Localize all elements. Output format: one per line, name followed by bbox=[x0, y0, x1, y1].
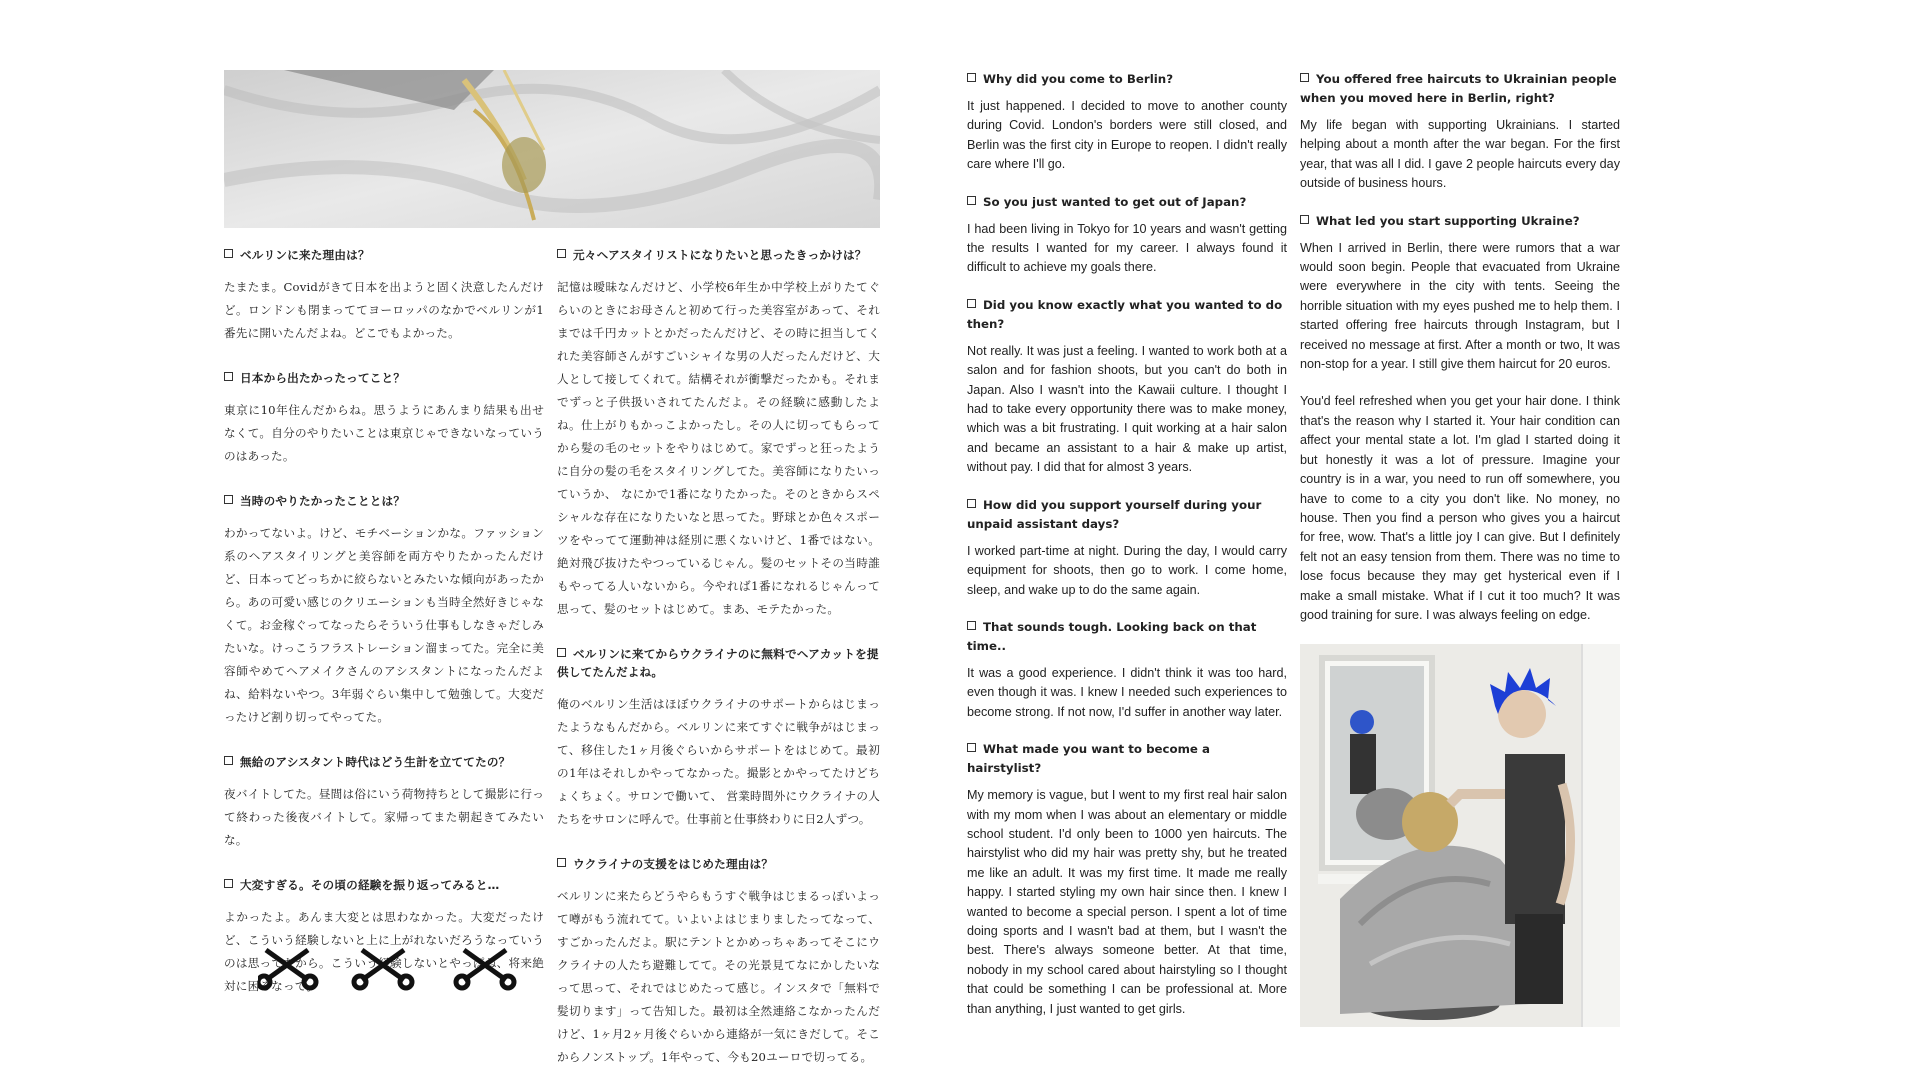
jp-question: ベルリンに来た理由は？ bbox=[224, 246, 544, 264]
en-answer: My life began with supporting Ukrainians. I started helping about a month after the war began. For the first year, that was all I did. I gave 2 people haircuts every day outside of business hours. bbox=[1300, 118, 1620, 191]
en-question: You offered free haircuts to Ukrainian people when you moved here in Berlin, right? bbox=[1300, 72, 1617, 105]
jp-question: 当時のやりたかったこととは？ bbox=[224, 492, 544, 510]
en-answer: It just happened. I decided to move to another county during Covid. London's borders were still closed, and Berlin was the first city in Europe to reopen. I didn't really care where I'll go. bbox=[967, 99, 1287, 172]
jp-question: 大変すぎる。その頃の経験を振り返ってみると… bbox=[224, 876, 544, 894]
en-question: So you just wanted to get out of Japan? bbox=[967, 193, 1287, 212]
en-question: How did you support yourself during your unpaid assistant days? bbox=[967, 497, 1262, 531]
scissors-icon bbox=[258, 950, 316, 988]
top-photo bbox=[224, 70, 880, 228]
en-question: Did you know exactly what you wanted to do then? bbox=[967, 297, 1283, 331]
scissors-icon bbox=[354, 950, 412, 988]
jp-answer: たまたま。Covidがきて日本を出ようと固く決意したんだけど。ロンドンも閉まっててヨーロッパのなかでベルリンが1番先に開いたんだよね。どこでもよかった。 bbox=[224, 280, 544, 340]
en-question: What made you want to become a hairstylist? bbox=[967, 742, 1210, 776]
en-answer: You'd feel refreshed when you get your hair done. I think that's the reason why I started it. Your hair condition can affect your mental state a lot. I'm glad I started doing it but honestly it was a lot of pressure. Imagine your country is in a war, you need to run off somewhere, you have to come to a city you don't like. No money, no house. Then you find a person who gives you a haircut for free, wow. That's a little joy I can give. But I definitely felt not an easy tension from them. There was no time to lose focus because they may get hysterical even if I make a small mistake. What if I cut it too much? It was good training for sure. I was always feeling on edge. bbox=[1300, 394, 1620, 622]
jp-question: ベルリンに来てからウクライナのに無料でヘアカットを提供してたんだよね。 bbox=[557, 647, 879, 679]
jp-question: 元々ヘアスタイリストになりたいと思ったきっかけは？ bbox=[557, 246, 880, 264]
en-answer: My memory is vague, but I went to my first real hair salon with my mom when I was about an elementary or middle school student. I'd only been to 1000 yen haircuts. The hairstylist who did my hair was pretty shy, but he treated me like an adult. It was my first time. It made me really happy. I started styling my own hair since then. I knew I wanted to become a special person. I spent a lot of time doing sports and I wasn't bad at them, but I wasn't the best. There's always someone better. At that time, nobody in my school cared about hairstyling so I thought that could be something I can be professional at. More than anything, I just wanted to get girls. bbox=[967, 788, 1287, 1016]
en-answer: I had been living in Tokyo for 10 years and wasn't getting the results I wanted for my career. I always found it difficult to achieve my goals there. bbox=[967, 221, 1287, 275]
jp-answer: よかったよ。あんま大変とは思わなかった。大変だったけど、こういう経験しないと上に上がれないだろうなっていうのは思ってたから。こういう経験しないとやっぱね、将来絶対に困るなって。 bbox=[224, 910, 544, 993]
en-answer: Not really. It was just a feeling. I wanted to work both at a salon and for fashion shoots, but you can't do both in Japan. Also I wasn't into the Kawaii culture. I thought I had to take every opportunity there was to make money, which was a bit frustrating. I quit working at a hair salon and became an assistant to a hair & make up artist, without pay. I did that for almost 3 years. bbox=[967, 343, 1287, 475]
scissors-icons bbox=[258, 938, 520, 998]
jp-question: 日本から出たかったってこと？ bbox=[224, 369, 544, 387]
en-question: What led you start supporting Ukraine? bbox=[1300, 212, 1620, 231]
jp-question: 無給のアシスタント時代はどう生計を立ててたの？ bbox=[224, 753, 544, 771]
en-question: Why did you come to Berlin? bbox=[967, 70, 1287, 89]
jp-column-1 bbox=[224, 246, 544, 1022]
jp-answer: ベルリンに来たらどうやらもうすぐ戦争はじまるっぽいよって噂がもう流れてて。いよいよはじまりましたってなって、すごかったんだよ。駅にテントとかめっちゃあってそこにウクライナの人たち避難してて。その光景見てなにかしたいなって思って、それではじめたって感じ。インスタで「無料で髪切ります」って告知した。最初は全然連絡こなかったんだけど、1ヶ月2ヶ月後ぐらいから連絡が一気にきだして。そこからノンストップ。1年やって、今も20ユーロで切ってる。 bbox=[557, 889, 880, 1064]
jp-answer: 俺のベルリン生活はほぼウクライナのサポートからはじまったようなもんだから。ベルリンに来てすぐに戦争がはじまって、移住した1ヶ月後ぐらいからサポートをはじめて。最初の1年はそれしかやってなかった。撮影とかやってたけどちょくちょく。サロンで働いて、 営業時間外にウクライナの人たちをサロンに呼んで。仕事前と仕事終わりに日2人ずつ。 bbox=[557, 697, 880, 826]
jp-question: ウクライナの支援をはじめた理由は？ bbox=[557, 855, 880, 873]
jp-answer: 記憶は曖昧なんだけど、小学校6年生か中学校上がりたてぐらいのときにお母さんと初めて行った美容室があって、それまでは千円カットとかだったんだけど、その時に担当してくれた美容師さんがすごいシャイな男の人だったんだけど、大人として接してくれて。結構それが衝撃だったかも。それまでずっと子供扱いされてたんだよ。その経験に感動したよね。仕上がりもかっこよかったし。その人に切ってもらってから髪の毛のセットをやりはじめて。家でずっと狂ったように自分の髪の毛をスタイリングしてた。美容師になりたいっていうか、 なにかで1番になりたかった。そのときからスペシャルな存在になりたいなと思ってた。野球とか色々スポーツをやってて運動神は経別に悪くないけど、1番ではない。絶対飛び抜けたやつっているじゃん。髪のセットその当時誰もやってる人いないから。今やれば1番になれるじゃんって思って、髪のセットはじめて。まあ、モテたかった。 bbox=[557, 280, 880, 616]
scissors-icon bbox=[456, 950, 514, 988]
jp-answer: 東京に10年住んだからね。思うようにあんまり結果も出せなくて。自分のやりたいことは東京じゃできないなっていうのはあった。 bbox=[224, 403, 544, 463]
salon-photo bbox=[1300, 644, 1620, 1027]
en-column-2 bbox=[1300, 70, 1620, 643]
en-column-1 bbox=[967, 70, 1287, 1019]
jp-answer: わかってないよ。けど、モチベーションかな。ファッション系のヘアスタイリングと美容師を両方やりたかったんだけど、日本ってどっちかに絞らないとみたいな傾向があったから。あの可愛い感じのクリエーションも当時全然好きじゃなくて。お金稼ぐってなったらそういう仕事もしなきゃだしみたいな。けっこうフラストレーション溜まってた。完全に美容師やめてヘアメイクさんのアシスタントになったんだよね、給料ないやつ。3年弱ぐらい集中して勉強して。大変だったけど割り切ってやってた。 bbox=[224, 526, 544, 724]
jp-answer: 夜バイトしてた。昼間は俗にいう荷物持ちとして撮影に行って終わった後夜バイトして。家帰ってまた朝起きてみたいな。 bbox=[224, 787, 544, 847]
jp-column-2 bbox=[557, 246, 880, 1069]
en-answer: It was a good experience. I didn't think it was too hard, even though it was. I knew I needed such experiences to become strong. If not now, I'd suffer in another way later. bbox=[967, 665, 1287, 719]
en-question: That sounds tough. Looking back on that time.. bbox=[967, 619, 1257, 653]
en-answer: I worked part-time at night. During the day, I would carry equipment for shoots, then go to work. I come home, sleep, and wake up to do the same again. bbox=[967, 543, 1287, 597]
en-answer: When I arrived in Berlin, there were rumors that a war would soon begin. People that evacuated from Ukraine were everywhere in the city with tents. Seeing the horrible situation with my eyes pushed me to help them. I started offering free haircuts through Instagram, but I received no message at first. After a month or two, It was non-stop for a year. I still give them haircut for 20 euros. bbox=[1300, 240, 1620, 372]
scissors-decoration bbox=[258, 938, 520, 998]
